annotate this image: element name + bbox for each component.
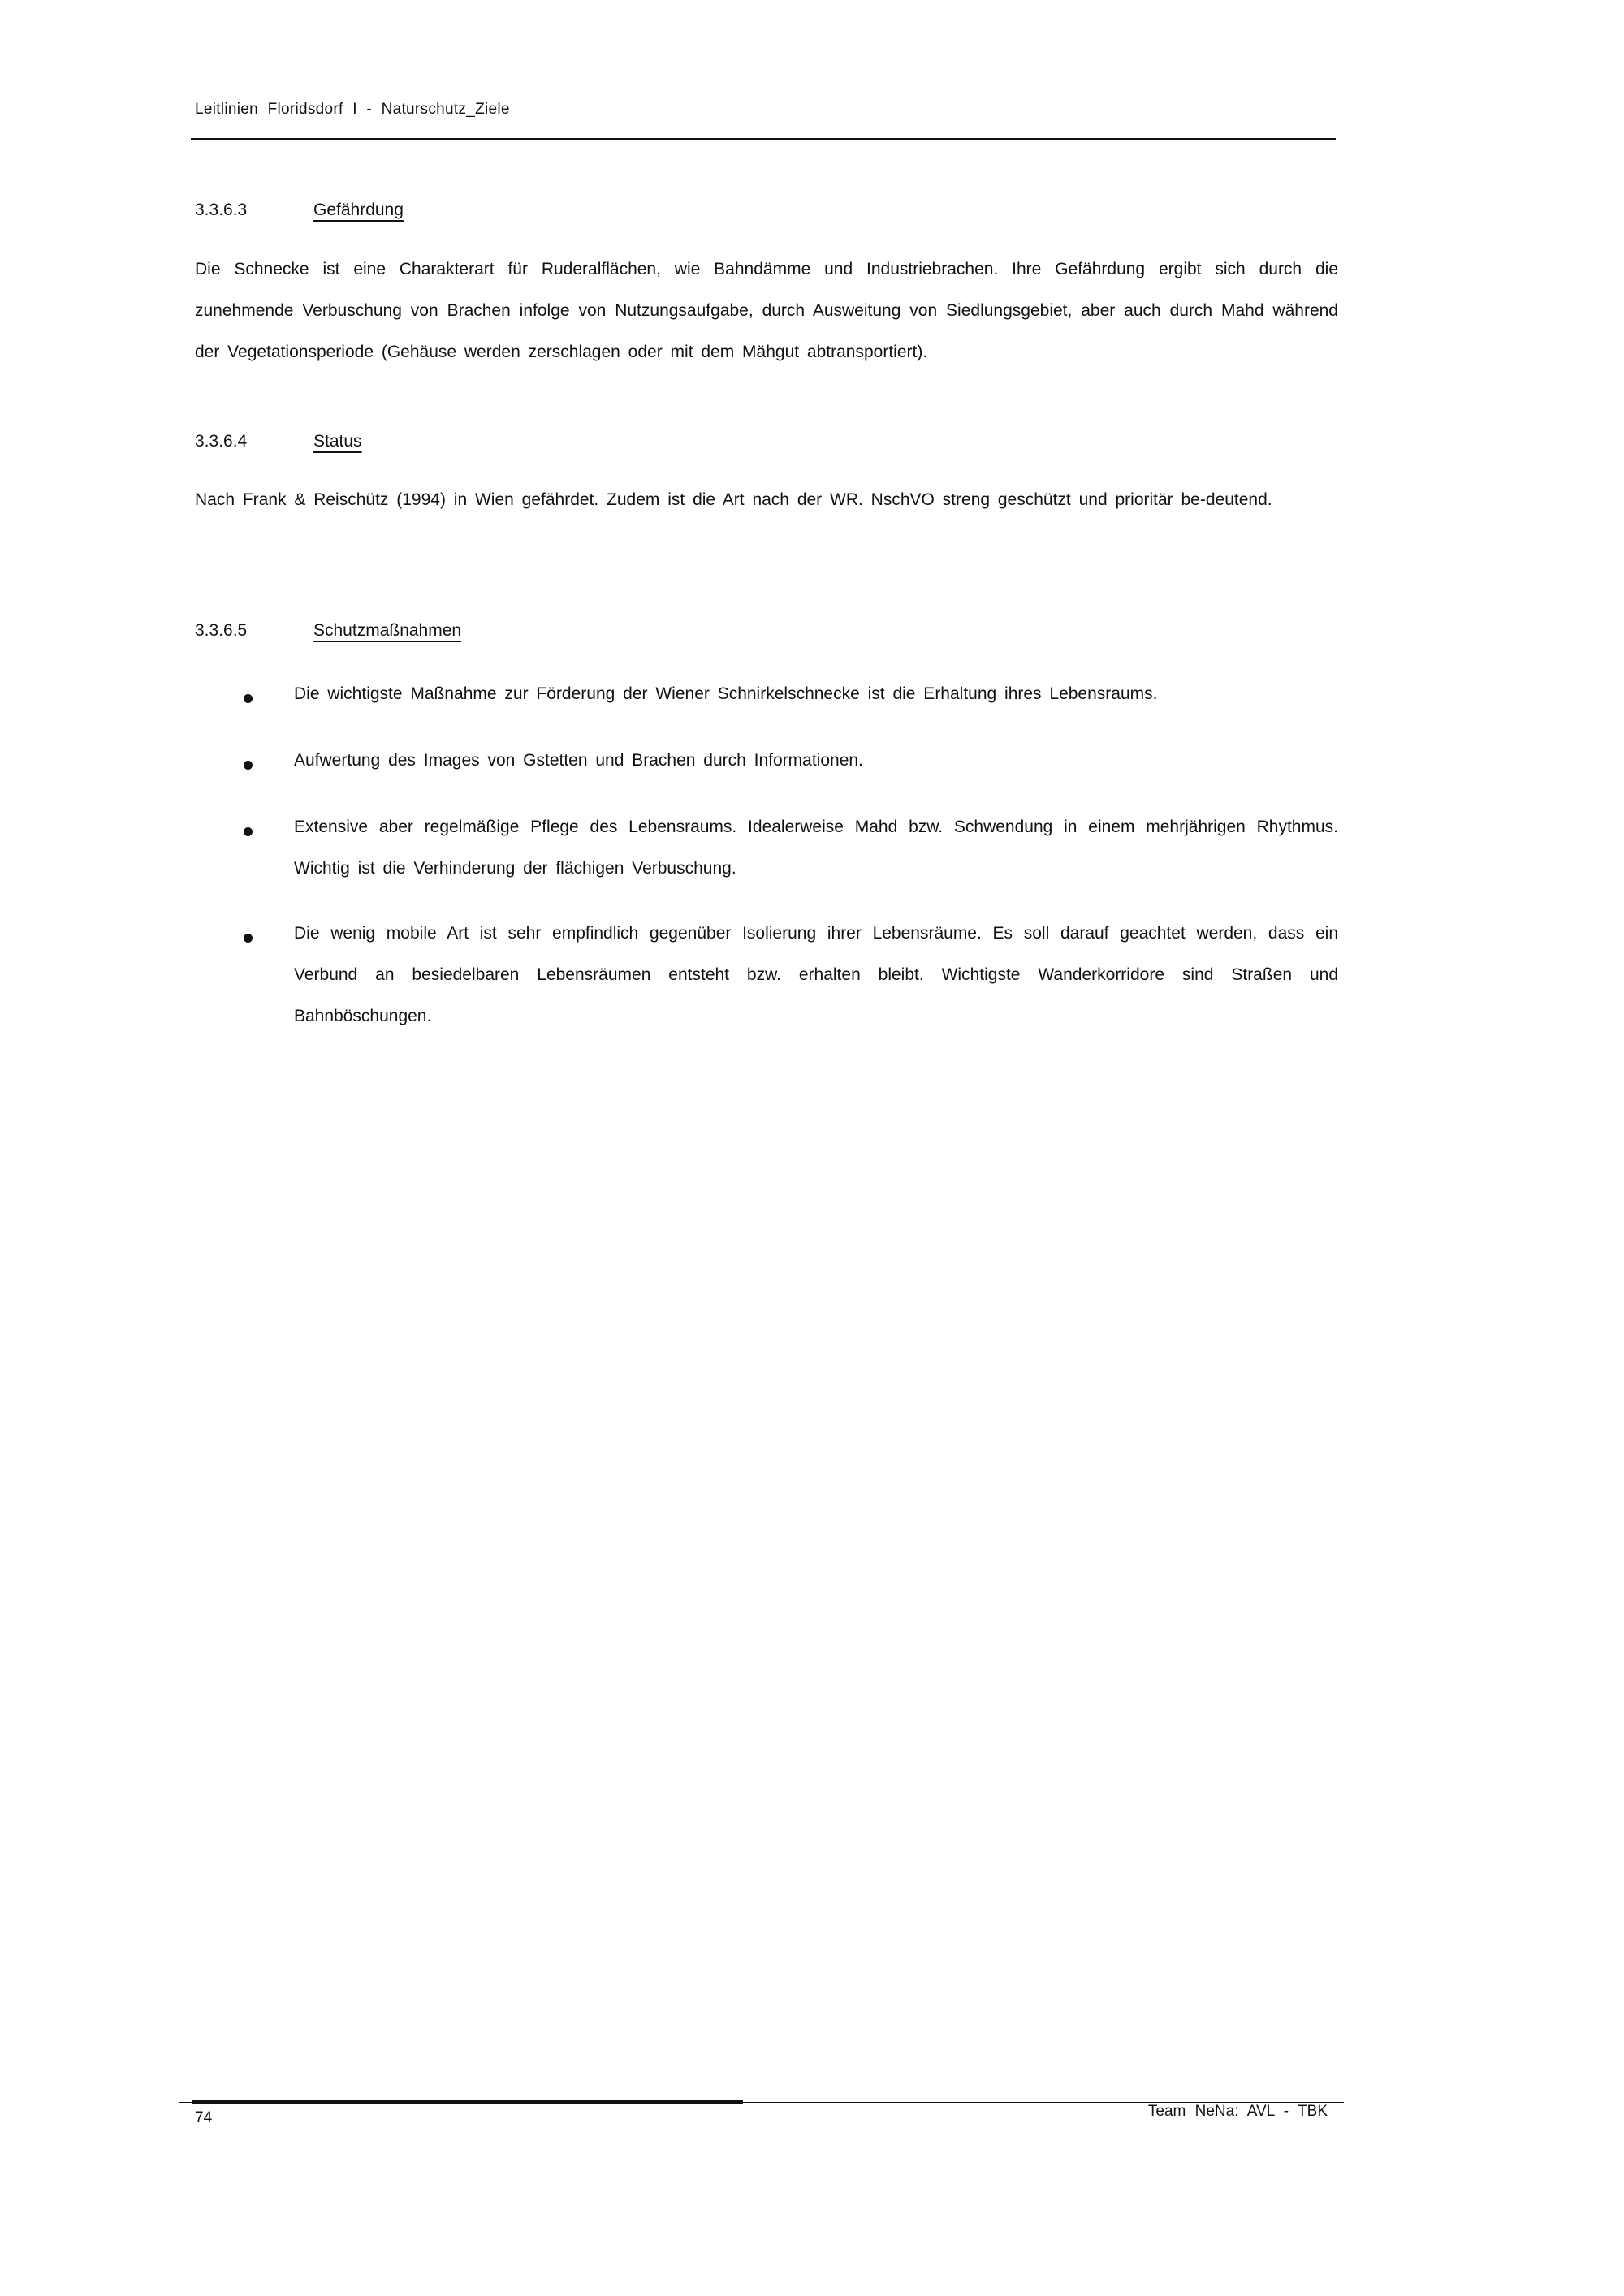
running-header: Leitlinien Floridsdorf I - Naturschutz_Ziele	[195, 101, 510, 118]
list-item-text: Die wichtigste Maßnahme zur Förderung der Wiener Schnirkelschnecke ist die Erhaltung ihres Lebensraums.	[294, 684, 1158, 703]
section-number: 3.3.6.5	[195, 621, 248, 640]
section-number: 3.3.6.4	[195, 432, 248, 451]
header-rule	[191, 138, 1336, 140]
bullet-icon	[244, 827, 253, 836]
bullet-icon	[244, 694, 253, 703]
bullet-icon	[244, 934, 253, 943]
bullet-icon	[244, 761, 253, 770]
section-title: Gefährdung	[313, 201, 404, 219]
list-item-text: Extensive aber regelmäßige Pflege des Lebensraums. Idealerweise Mahd bzw. Schwendung in einem mehrjährigen Rhythmus. Wichtig ist die Verhinderung der flächigen Verbuschung.	[294, 818, 1338, 878]
list-item-text: Aufwertung des Images von Gstetten und Brachen durch Informationen.	[294, 751, 863, 770]
paragraph-gefaehrdung: Die Schnecke ist eine Charakterart für Ruderalflächen, wie Bahndämme und Industriebrachen. Ihre Gefährdung ergibt sich durch die zunehmende Verbuschung von Brachen infolge von Nutzungsaufgabe, durch Ausweitung von Siedlungsgebiet, aber auch durch Mahd während der Vegetationsperiode (Gehäuse werden zerschlagen oder mit dem Mähgut abtransportiert).	[195, 260, 1338, 361]
section-title: Status	[313, 432, 362, 451]
page-number: 74	[195, 2109, 213, 2126]
footer-team: Team NeNa: AVL - TBK	[1147, 2103, 1328, 2120]
list-item-text: Die wenig mobile Art ist sehr empfindlich gegenüber Isolierung ihrer Lebensräume. Es soll darauf geachtet werden, dass ein Verbund an besiedelbaren Lebensräumen entsteht bzw. erhalten bleibt. Wichtigste Wanderkorridore sind Straßen und Bahnböschungen.	[294, 924, 1338, 1025]
footer-rule-accent	[192, 2100, 743, 2104]
section-title: Schutzmaßnahmen	[313, 621, 462, 640]
section-number: 3.3.6.3	[195, 201, 248, 219]
paragraph-status: Nach Frank & Reischütz (1994) in Wien gefährdet. Zudem ist die Art nach der WR. NschVO streng geschützt und prioritär be-deutend.	[195, 490, 1272, 509]
